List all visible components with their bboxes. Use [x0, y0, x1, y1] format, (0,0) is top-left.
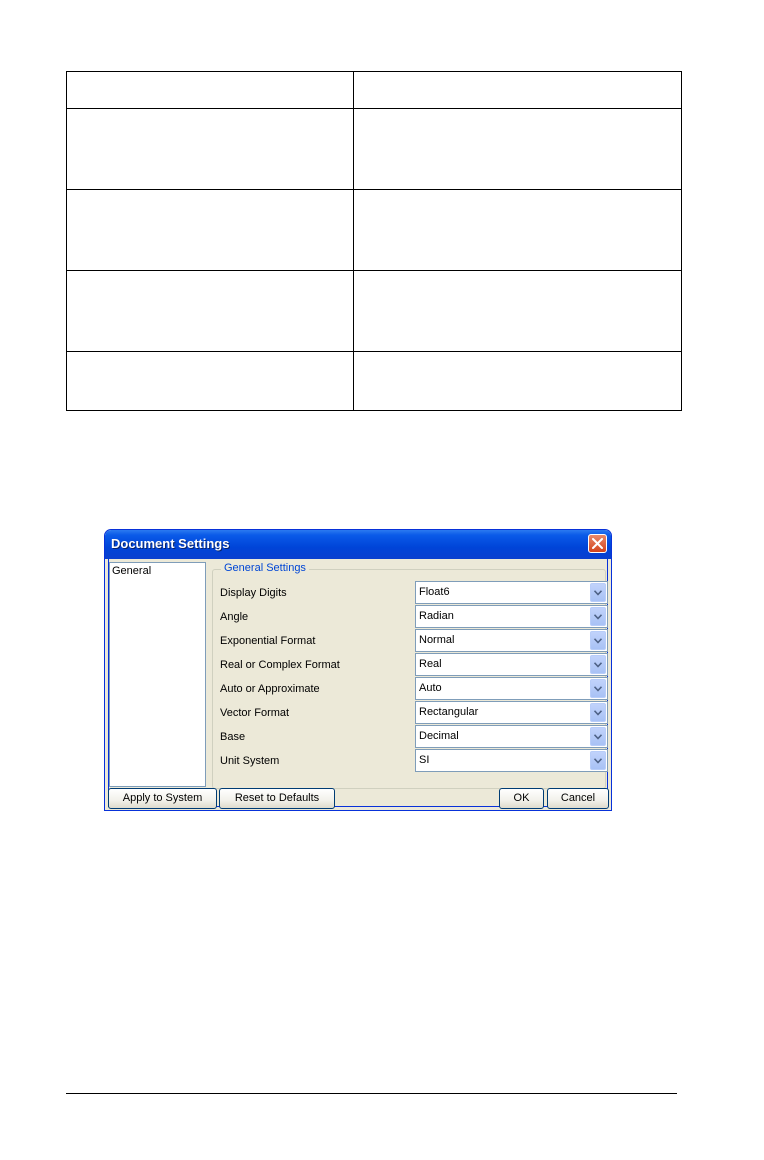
table-cell: [67, 72, 354, 109]
footer-rule: [66, 1093, 677, 1094]
table-cell: [354, 190, 682, 271]
table-cell: [67, 190, 354, 271]
table-row: [67, 190, 682, 271]
ok-button[interactable]: OK: [499, 788, 544, 809]
exponential-format-select[interactable]: [415, 629, 608, 652]
real-or-complex-format-label: Real or Complex Format: [220, 659, 340, 671]
close-button[interactable]: [588, 534, 607, 553]
auto-or-approximate-label: Auto or Approximate: [220, 683, 320, 695]
display-digits-select[interactable]: [415, 581, 608, 604]
dropdown-button[interactable]: [590, 727, 606, 746]
select-value: SI: [419, 754, 430, 766]
select-value: Normal: [419, 634, 455, 646]
table-cell: [67, 352, 354, 411]
select-value: Real: [419, 658, 442, 670]
unit-system-select[interactable]: [415, 749, 608, 772]
general-settings-group: [212, 562, 606, 789]
auto-or-approximate-select[interactable]: [415, 677, 608, 700]
chevron-down-icon: [594, 758, 602, 764]
select-value: Radian: [419, 610, 454, 622]
unit-system-label: Unit System: [220, 755, 280, 767]
table-row: [67, 72, 682, 109]
table-cell: [67, 271, 354, 352]
dropdown-button[interactable]: [590, 655, 606, 674]
chevron-down-icon: [594, 614, 602, 620]
select-value: Rectangular: [419, 706, 479, 718]
select-value: Auto: [419, 682, 442, 694]
exponential-format-label: Exponential Format: [220, 635, 316, 647]
chevron-down-icon: [594, 710, 602, 716]
table-cell: [354, 271, 682, 352]
table-row: [67, 109, 682, 190]
table-cell: [354, 352, 682, 411]
real-or-complex-format-select[interactable]: [415, 653, 608, 676]
angle-label: Angle: [220, 611, 249, 623]
dropdown-button[interactable]: [590, 607, 606, 626]
chevron-down-icon: [594, 734, 602, 740]
apply-to-system-button[interactable]: Apply to System: [108, 788, 217, 809]
group-title: General Settings: [221, 562, 309, 574]
dialog-title: Document Settings: [111, 536, 230, 551]
close-icon: [592, 538, 603, 549]
document-table: [66, 71, 682, 411]
table-cell: [354, 109, 682, 190]
base-label: Base: [220, 731, 246, 743]
dropdown-button[interactable]: [590, 703, 606, 722]
reset-to-defaults-button[interactable]: Reset to Defaults: [219, 788, 335, 809]
category-item-general[interactable]: General: [112, 565, 152, 577]
chevron-down-icon: [594, 638, 602, 644]
base-select[interactable]: [415, 725, 608, 748]
document-settings-dialog: [104, 529, 612, 811]
dialog-titlebar[interactable]: [105, 530, 611, 559]
vector-format-label: Vector Format: [220, 707, 290, 719]
chevron-down-icon: [594, 590, 602, 596]
category-list: [109, 562, 206, 787]
display-digits-label: Display Digits: [220, 587, 287, 599]
table-row: [67, 271, 682, 352]
dropdown-button[interactable]: [590, 583, 606, 602]
chevron-down-icon: [594, 662, 602, 668]
dropdown-button[interactable]: [590, 631, 606, 650]
table-cell: [354, 72, 682, 109]
table-cell: [67, 109, 354, 190]
dialog-body: [108, 559, 608, 807]
dropdown-button[interactable]: [590, 751, 606, 770]
dropdown-button[interactable]: [590, 679, 606, 698]
select-value: Decimal: [419, 730, 459, 742]
select-value: Float6: [419, 586, 450, 598]
chevron-down-icon: [594, 686, 602, 692]
vector-format-select[interactable]: [415, 701, 608, 724]
cancel-button[interactable]: Cancel: [547, 788, 609, 809]
table-row: [67, 352, 682, 411]
angle-select[interactable]: [415, 605, 608, 628]
